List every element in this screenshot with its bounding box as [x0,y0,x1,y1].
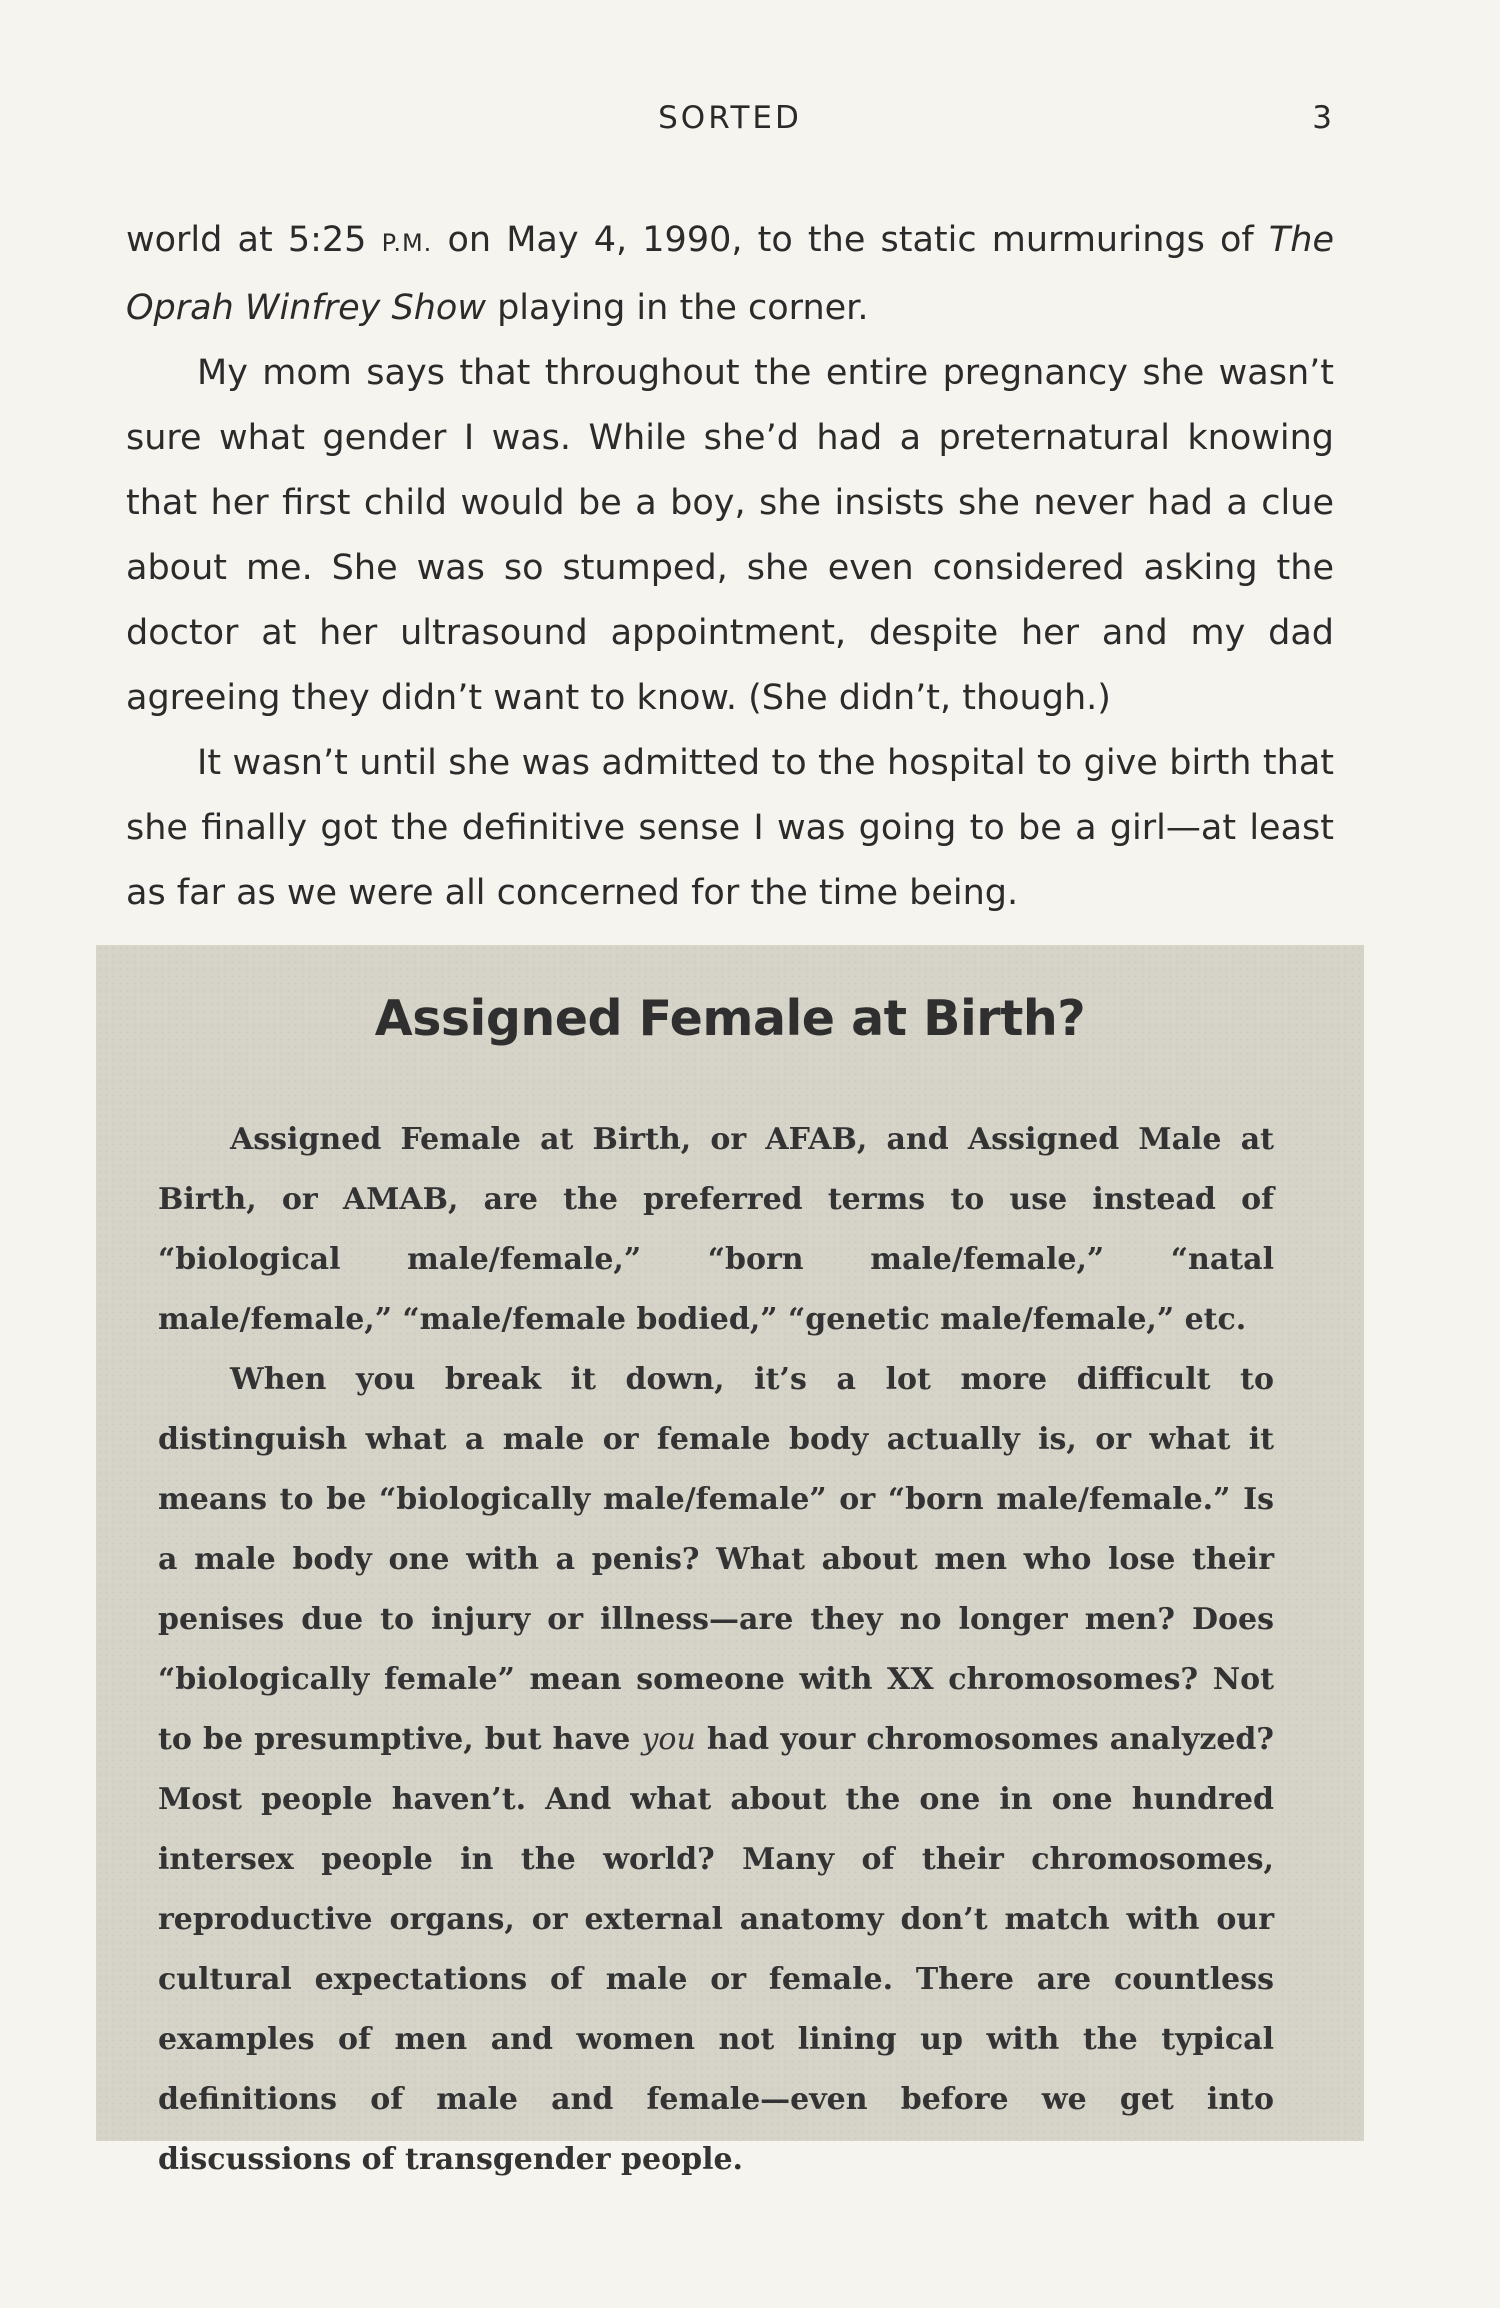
sidebar-text [158,1110,1274,2190]
paragraph-1-text-c: playing in the corner. [485,288,869,328]
sidebar-paragraph-1: Assigned Female at Birth, or AFAB, and Assigned Male at Birth, or AMAB, are the preferred terms to use instead of “biological male/female,” “born male/female,” “natal male/female,” “male/female bodied,” “genetic male/female,” etc. [158,1122,1274,1337]
paragraph-1 [126,208,1334,341]
sidebar-paragraph-2 [158,1350,1274,2190]
time-suffix: P.M. [381,229,433,257]
paragraph-2: My mom says that throughout the entire pregnancy she wasn’t sure what gender I was. While she’d had a preternatural knowing that her first child would be a boy, she insists she never had a clue about me. She was so stumped, she even considered asking the doctor at her ultrasound appointment, despite her and my dad agreeing they didn’t want to know. (She didn’t, though.) [126,353,1334,718]
main-text [126,208,1334,926]
sidebar-title: Assigned Female at Birth? [374,990,1086,1047]
page-number: 3 [1312,100,1332,136]
sidebar-box [96,945,1364,2177]
sidebar-paragraph-2-text-a: When you break it down, it’s a lot more difficult to distinguish what a male or female body actually is, or what it means to be “biologically male/female” or “born male/female.” Is a male body one with a penis? What about men who lose their penises due to injury or illness—are they no longer men? Does “biologically female” mean someone with XX chromosomes? Not to be presumptive, but have [158,1362,1274,1757]
paragraph-3: It wasn’t until she was admitted to the hospital to give birth that she finally got the definitive sense I was going to be a girl—at least as far as we were all concerned for the time being. [126,743,1334,913]
running-head: SORTED [658,100,802,136]
page-header [0,100,1500,150]
emphasis-you: you [641,1722,696,1757]
show-title: The Oprah Winfrey Show [126,220,1334,328]
sidebar-paragraph-2-text-b: had your chromosomes analyzed? Most people haven’t. And what about the one in one hundred intersex people in the world? Many of their chromosomes, reproductive organs, or external anatomy don’t match with our cultural expectations of male or female. There are countless examples of men and women not lining up with the typical definitions of male and female—even before we get into discussions of transgender people. [158,1722,1274,2177]
paragraph-1-text-a: world at 5:25 [126,220,382,260]
paragraph-1-text-b: on May 4, 1990, to the static murmurings of [432,220,1269,260]
